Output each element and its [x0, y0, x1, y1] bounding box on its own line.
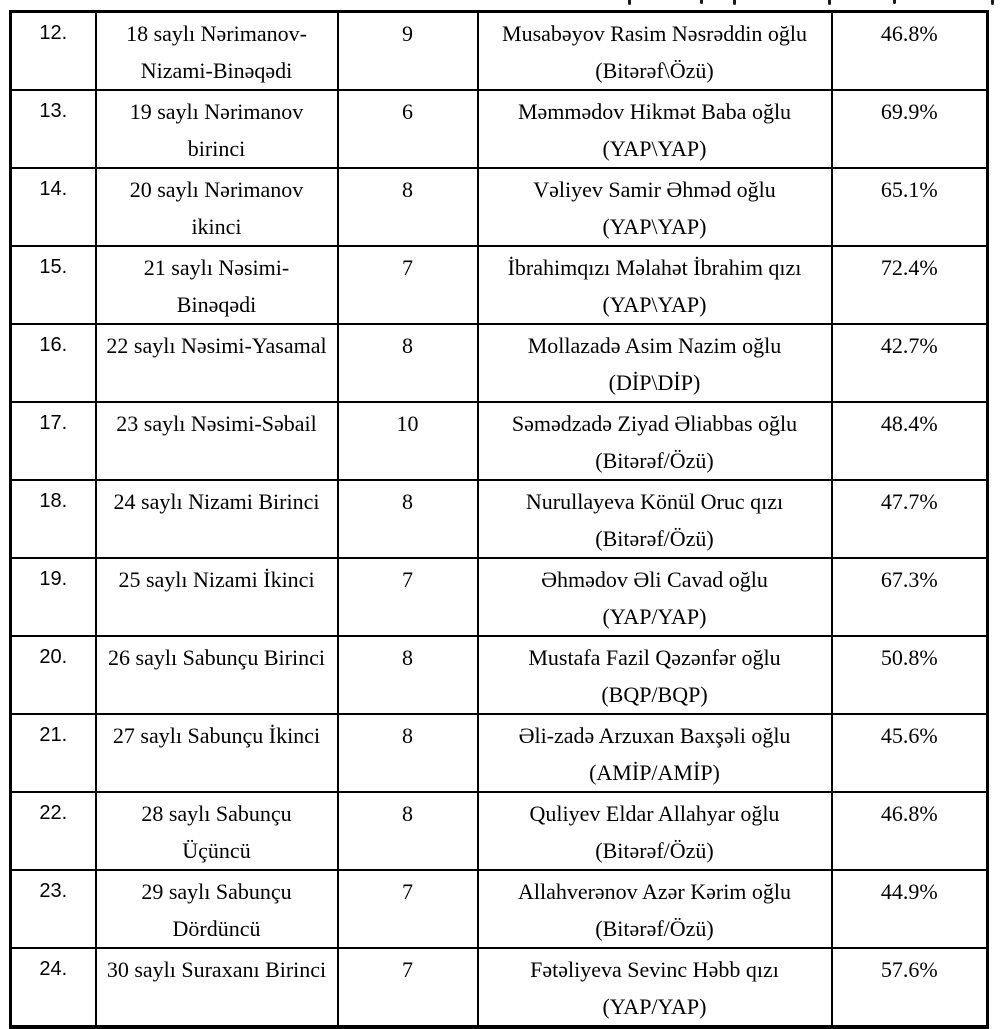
- district-cell: [96, 636, 338, 714]
- district-cell: [96, 480, 338, 558]
- candidate-count-cell: [338, 948, 478, 1027]
- candidate-name: Nurullayeva Könül Oruc qızı: [525, 489, 784, 514]
- candidate-count-cell: [338, 246, 478, 324]
- vote-percent: 46.8%: [880, 801, 938, 826]
- candidate-cell: [478, 714, 832, 792]
- candidate-party: (YAP\YAP): [602, 214, 707, 239]
- district-name-line1: 20 saylı Nərimanov: [129, 177, 304, 202]
- percent-cell: [832, 558, 988, 636]
- district-name-line2: Dördüncü: [172, 916, 261, 941]
- candidate-party: (YAP/YAP): [602, 994, 707, 1019]
- table-row: [11, 792, 988, 870]
- district-name-line1: 26 saylı Sabunçu Birinci: [108, 645, 325, 670]
- candidate-name: Allahverənov Azər Kərim oğlu: [517, 879, 792, 904]
- candidate-count-cell: [338, 90, 478, 168]
- candidate-count: 8: [402, 489, 413, 514]
- district-name-line1: 27 saylı Sabunçu İkinci: [112, 723, 321, 748]
- table-row: [11, 90, 988, 168]
- row-number: 24.: [39, 958, 68, 980]
- row-number: 14.: [39, 178, 68, 200]
- district-name-line2: ikinci: [191, 214, 242, 239]
- row-number-cell: [11, 168, 96, 246]
- candidate-name: İbrahimqızı Məlahət İbrahim qızı: [507, 255, 802, 280]
- row-number-cell: [11, 246, 96, 324]
- candidate-count: 8: [402, 333, 413, 358]
- candidate-name: Məmmədov Hikmət Baba oğlu: [517, 99, 792, 124]
- table-row: [11, 558, 988, 636]
- percent-cell: [832, 324, 988, 402]
- election-results-table-wrap: [9, 10, 989, 1029]
- percent-cell: [832, 636, 988, 714]
- candidate-cell: [478, 558, 832, 636]
- district-name-line1: 30 saylı Suraxanı Birinci: [106, 957, 327, 982]
- candidate-name: Əhmədov Əli Cavad oğlu: [541, 567, 768, 592]
- vote-percent: 57.6%: [880, 957, 938, 982]
- candidate-count: 7: [402, 957, 413, 982]
- candidate-cell: [478, 480, 832, 558]
- district-name-line1: 22 saylı Nəsimi-Yasamal: [106, 333, 327, 358]
- table-row: [11, 636, 988, 714]
- candidate-party: (Bitərəf/Özü): [595, 526, 714, 551]
- district-name-line1: 23 saylı Nəsimi-Səbail: [116, 411, 317, 436]
- candidate-name: Fətəliyeva Sevinc Həbb qızı: [530, 957, 779, 982]
- text-descender-fragment: [893, 0, 896, 4]
- row-number: 18.: [39, 490, 68, 512]
- table-row: [11, 870, 988, 948]
- percent-cell: [832, 792, 988, 870]
- row-number-cell: [11, 402, 96, 480]
- candidate-cell: [478, 402, 832, 480]
- district-cell: [96, 558, 338, 636]
- table-row: [11, 246, 988, 324]
- row-number: 17.: [39, 412, 68, 434]
- district-name-line1: 19 saylı Nərimanov: [129, 99, 304, 124]
- candidate-cell: [478, 90, 832, 168]
- table-row: [11, 480, 988, 558]
- candidate-count-cell: [338, 792, 478, 870]
- candidate-count: 7: [402, 255, 413, 280]
- candidate-party: (Bitərəf\Özü): [595, 58, 714, 83]
- text-descender-fragment: [733, 0, 736, 5]
- candidate-count-cell: [338, 168, 478, 246]
- percent-cell: [832, 12, 988, 91]
- candidate-party: (BQP/BQP): [601, 682, 708, 707]
- candidate-cell: [478, 636, 832, 714]
- candidate-name: Əli-zadə Arzuxan Baxşəli oğlu: [518, 723, 791, 748]
- vote-percent: 65.1%: [880, 177, 938, 202]
- candidate-party: (Bitərəf/Özü): [595, 838, 714, 863]
- candidate-party: (Bitərəf/Özü): [595, 916, 714, 941]
- candidate-party: (YAP\YAP): [602, 136, 707, 161]
- table-row: [11, 168, 988, 246]
- candidate-name: Mollazadə Asim Nazim oğlu: [527, 333, 782, 358]
- candidate-name: Səmədzadə Ziyad Əliabbas oğlu: [511, 411, 798, 436]
- vote-percent: 46.8%: [880, 21, 938, 46]
- candidate-count: 8: [402, 177, 413, 202]
- candidate-count: 9: [402, 21, 413, 46]
- candidate-count-cell: [338, 636, 478, 714]
- vote-percent: 72.4%: [880, 255, 938, 280]
- district-name-line1: 25 saylı Nizami İkinci: [118, 567, 315, 592]
- district-cell: [96, 324, 338, 402]
- percent-cell: [832, 480, 988, 558]
- candidate-name: Vəliyev Samir Əhməd oğlu: [533, 177, 776, 202]
- candidate-count: 6: [402, 99, 413, 124]
- clipped-row-fragment: [0, 0, 1000, 8]
- row-number: 16.: [39, 334, 68, 356]
- row-number-cell: [11, 12, 96, 91]
- candidate-party: (DİP\DİP): [608, 370, 701, 395]
- percent-cell: [832, 948, 988, 1027]
- vote-percent: 44.9%: [880, 879, 938, 904]
- percent-cell: [832, 402, 988, 480]
- district-name-line2: Üçüncü: [182, 838, 251, 863]
- vote-percent: 50.8%: [880, 645, 938, 670]
- table-body: [11, 12, 988, 1028]
- district-cell: [96, 246, 338, 324]
- district-name-line1: 18 saylı Nərimanov-: [126, 21, 307, 46]
- candidate-count: 10: [396, 411, 419, 436]
- percent-cell: [832, 870, 988, 948]
- district-cell: [96, 12, 338, 91]
- text-descender-fragment: [628, 0, 631, 5]
- table-row: [11, 402, 988, 480]
- candidate-cell: [478, 792, 832, 870]
- election-results-table: [9, 10, 989, 1029]
- district-cell: [96, 90, 338, 168]
- candidate-cell: [478, 870, 832, 948]
- district-cell: [96, 402, 338, 480]
- row-number: 15.: [39, 256, 68, 278]
- row-number-cell: [11, 948, 96, 1027]
- district-name-line1: 28 saylı Sabunçu: [141, 801, 292, 826]
- candidate-count-cell: [338, 324, 478, 402]
- candidate-name: Mustafa Fazil Qəzənfər oğlu: [528, 645, 781, 670]
- district-cell: [96, 792, 338, 870]
- row-number-cell: [11, 792, 96, 870]
- text-descender-fragment: [700, 0, 703, 4]
- candidate-count: 8: [402, 645, 413, 670]
- percent-cell: [832, 714, 988, 792]
- table-row: [11, 324, 988, 402]
- vote-percent: 48.4%: [880, 411, 938, 436]
- vote-percent: 45.6%: [880, 723, 938, 748]
- vote-percent: 42.7%: [880, 333, 938, 358]
- candidate-count-cell: [338, 12, 478, 91]
- table-row: [11, 12, 988, 91]
- percent-cell: [832, 246, 988, 324]
- table-row: [11, 714, 988, 792]
- candidate-cell: [478, 12, 832, 91]
- candidate-count-cell: [338, 714, 478, 792]
- candidate-party: (AMİP/AMİP): [589, 760, 720, 785]
- district-cell: [96, 714, 338, 792]
- district-cell: [96, 870, 338, 948]
- candidate-count-cell: [338, 402, 478, 480]
- district-name-line2: Binəqədi: [176, 292, 257, 317]
- row-number: 23.: [39, 880, 68, 902]
- candidate-name: Musabəyov Rasim Nəsrəddin oğlu: [502, 21, 807, 46]
- row-number-cell: [11, 324, 96, 402]
- text-descender-fragment: [828, 0, 831, 5]
- candidate-count: 8: [402, 723, 413, 748]
- candidate-party: (YAP/YAP): [602, 604, 707, 629]
- district-name-line1: 21 saylı Nəsimi-: [143, 255, 290, 280]
- district-name-line1: 24 saylı Nizami Birinci: [113, 489, 320, 514]
- row-number-cell: [11, 480, 96, 558]
- candidate-count: 8: [402, 801, 413, 826]
- candidate-count-cell: [338, 870, 478, 948]
- vote-percent: 69.9%: [880, 99, 938, 124]
- district-cell: [96, 168, 338, 246]
- table-row: [11, 948, 988, 1027]
- candidate-count: 7: [402, 879, 413, 904]
- candidate-party: (Bitərəf/Özü): [595, 448, 714, 473]
- district-name-line1: 29 saylı Sabunçu: [141, 879, 292, 904]
- candidate-name: Quliyev Eldar Allahyar oğlu: [529, 801, 780, 826]
- row-number-cell: [11, 714, 96, 792]
- vote-percent: 67.3%: [880, 567, 938, 592]
- row-number: 12.: [39, 22, 68, 44]
- text-descender-fragment: [991, 0, 994, 5]
- row-number: 20.: [39, 646, 68, 668]
- row-number-cell: [11, 558, 96, 636]
- candidate-cell: [478, 324, 832, 402]
- district-name-line2: Nizami-Binəqədi: [140, 58, 293, 83]
- row-number-cell: [11, 90, 96, 168]
- candidate-count-cell: [338, 558, 478, 636]
- row-number: 22.: [39, 802, 68, 824]
- percent-cell: [832, 168, 988, 246]
- candidate-cell: [478, 948, 832, 1027]
- candidate-party: (YAP\YAP): [602, 292, 707, 317]
- row-number-cell: [11, 636, 96, 714]
- row-number: 21.: [39, 724, 68, 746]
- candidate-count: 7: [402, 567, 413, 592]
- row-number: 13.: [39, 100, 68, 122]
- candidate-count-cell: [338, 480, 478, 558]
- candidate-cell: [478, 168, 832, 246]
- row-number: 19.: [39, 568, 68, 590]
- district-name-line2: birinci: [187, 136, 246, 161]
- district-cell: [96, 948, 338, 1027]
- candidate-cell: [478, 246, 832, 324]
- row-number-cell: [11, 870, 96, 948]
- vote-percent: 47.7%: [880, 489, 938, 514]
- percent-cell: [832, 90, 988, 168]
